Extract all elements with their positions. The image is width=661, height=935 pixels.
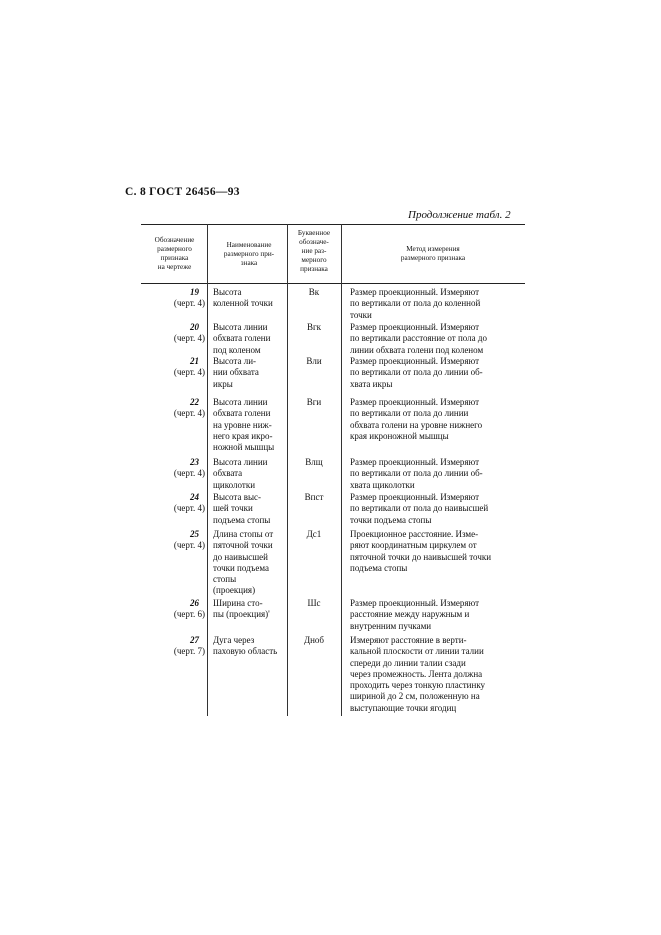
header-text: на чертеже: [157, 263, 192, 271]
drawing-reference: (черт. 7): [173, 646, 205, 657]
name-line: икры: [213, 378, 233, 389]
name-line: стопы: [213, 574, 237, 585]
name-line: нии обхвата: [213, 367, 259, 378]
name-line: на уровне ниж-: [213, 419, 272, 430]
header-text: размерного признака: [400, 254, 466, 262]
letter-code: Вгк: [306, 322, 322, 332]
name-line: обхвата голени: [213, 333, 271, 344]
letter-code: Днoб: [303, 635, 325, 645]
method-cell: [350, 457, 516, 491]
method-line: Размер проекционный. Измеряют: [350, 598, 480, 608]
method-line: по вертикали от пола до линии об-: [350, 468, 483, 479]
designation-cell: [141, 287, 205, 310]
name-line: Высота линии: [213, 457, 268, 467]
designation-cell: [141, 635, 205, 658]
name-line: (проекция): [213, 585, 256, 596]
name-line: Дуга через: [213, 635, 255, 645]
name-cell: [213, 529, 287, 597]
designation-cell: [141, 322, 205, 345]
table-header: [141, 224, 525, 284]
header-code: [287, 229, 341, 274]
code-cell: [287, 397, 341, 408]
table-continuation-label: Продолжение табл. 2: [408, 209, 511, 221]
header-row: [141, 224, 525, 284]
row-number: 19: [190, 287, 199, 297]
method-line: шириной до 2 см, положенную на: [350, 691, 480, 702]
method-line: по вертикали от пола до линии об-: [350, 367, 483, 378]
method-line: Размер проекционный. Измеряют: [350, 492, 480, 502]
header-text: Метод измерения: [406, 245, 460, 253]
name-line: ножной мышцы: [213, 442, 275, 453]
drawing-reference: (черт. 4): [173, 367, 205, 378]
column-divider: [207, 224, 208, 716]
row-number: 27: [190, 635, 199, 645]
letter-code: Вк: [308, 287, 320, 297]
code-cell: [287, 529, 341, 540]
header-text: Буквенное: [297, 229, 331, 237]
code-cell: [287, 322, 341, 333]
method-line: внутренним пучками: [350, 620, 432, 631]
method-line: по вертикали от пола до коленной: [350, 298, 481, 309]
method-cell: [350, 492, 516, 526]
method-cell: [350, 397, 516, 442]
method-cell: [350, 287, 516, 321]
name-line: подъема стопы: [213, 514, 271, 525]
drawing-reference: (черт. 4): [173, 408, 205, 419]
row-number: 25: [190, 529, 199, 539]
row-number: 26: [190, 598, 199, 608]
method-line: выступающие точки ягодиц: [350, 702, 457, 713]
method-line: Размер проекционный. Измеряют: [350, 287, 480, 297]
header-text: Обозначение: [154, 236, 195, 244]
name-line: под коленом: [213, 344, 261, 355]
method-cell: [350, 635, 516, 714]
method-line: Размер проекционный. Измеряют: [350, 356, 480, 366]
code-cell: [287, 356, 341, 367]
header-name: [211, 241, 287, 268]
method-cell: [350, 356, 516, 390]
method-line: по вертикали от пола до наивысшей: [350, 503, 489, 514]
method-line: спереди до линии талии сзади: [350, 657, 466, 668]
method-line: по вертикали от пола до линии: [350, 408, 469, 419]
method-line: Размер проекционный. Измеряют: [350, 322, 480, 332]
method-line: расстояние между наружным и: [350, 609, 470, 620]
name-line: точки подъема: [213, 562, 269, 573]
method-line: края икроножной мышцы: [350, 430, 449, 441]
code-cell: [287, 492, 341, 503]
method-line: хвата икры: [350, 378, 393, 389]
name-line: Высота линии: [213, 322, 268, 332]
letter-code: Влщ: [305, 457, 323, 467]
letter-code: Шс: [307, 598, 321, 608]
name-cell: [213, 397, 287, 453]
designation-cell: [141, 492, 205, 515]
header-method: [341, 245, 525, 263]
method-line: подъема стопы: [350, 562, 408, 573]
name-cell: [213, 287, 287, 310]
letter-code: Впст: [304, 492, 324, 502]
name-line: паховую область: [213, 646, 278, 657]
page-header: С. 8 ГОСТ 26456—93: [125, 186, 240, 198]
name-cell: [213, 356, 287, 390]
letter-code: Вли: [306, 356, 322, 366]
drawing-reference: (черт. 4): [173, 468, 205, 479]
designation-cell: [141, 356, 205, 379]
row-number: 24: [190, 492, 199, 502]
method-line: Размер проекционный. Измеряют: [350, 397, 480, 407]
name-line: обхвата голени: [213, 408, 271, 419]
method-line: через промежность. Лента должна: [350, 668, 483, 679]
name-line: Длина стопы от: [213, 529, 274, 539]
code-cell: [287, 635, 341, 646]
drawing-reference: (черт. 4): [173, 298, 205, 309]
name-line: шей точки: [213, 503, 253, 514]
method-line: точки: [350, 309, 372, 320]
name-line: него края икро-: [213, 430, 273, 441]
header-text: знака: [240, 259, 258, 267]
row-number: 23: [190, 457, 199, 467]
method-line: хвата щиколотки: [350, 479, 415, 490]
name-cell: [213, 322, 287, 356]
header-text: размерного при-: [223, 250, 275, 258]
name-line: пы (проекция)': [213, 609, 270, 620]
header-designation: [141, 236, 208, 272]
name-line: коленной точки: [213, 298, 273, 309]
name-line: щиколотки: [213, 479, 256, 490]
code-cell: [287, 457, 341, 468]
name-line: до наивысшей: [213, 551, 268, 562]
designation-cell: [141, 457, 205, 480]
name-line: обхвата: [213, 468, 243, 479]
header-text: Наименование: [226, 241, 272, 249]
method-line: кальной плоскости от линии талии: [350, 646, 484, 657]
method-line: линии обхвата голени под коленом: [350, 344, 484, 355]
name-line: Высота линии: [213, 397, 268, 407]
header-text: мерного: [301, 256, 327, 264]
designation-cell: [141, 598, 205, 621]
code-cell: [287, 598, 341, 609]
method-line: по вертикали расстояние от пола до: [350, 333, 487, 344]
method-cell: [350, 598, 516, 632]
name-line: Высота выс-: [213, 492, 262, 502]
header-text: признака: [160, 254, 189, 262]
drawing-reference: (черт. 4): [173, 503, 205, 514]
name-line: Высота: [213, 287, 242, 297]
row-number: 20: [190, 322, 199, 332]
header-text: размерного: [157, 245, 192, 253]
method-line: проходить через тонкую пластинку: [350, 680, 486, 691]
method-line: точки подъема стопы: [350, 514, 432, 525]
code-cell: [287, 287, 341, 298]
column-divider: [341, 224, 342, 716]
method-line: пяточной точки до наивысшей точки: [350, 551, 492, 562]
method-line: Измеряют расстояние в верти-: [350, 635, 467, 645]
header-text: признака: [300, 265, 328, 273]
method-line: обхвата голени на уровне нижнего: [350, 419, 483, 430]
row-number: 21: [190, 356, 199, 366]
name-cell: [213, 492, 287, 526]
method-line: Проекционное расстояние. Изме-: [350, 529, 479, 539]
name-line: Высота ли-: [213, 356, 257, 366]
name-cell: [213, 598, 287, 621]
method-line: Размер проекционный. Измеряют: [350, 457, 480, 467]
method-cell: [350, 529, 516, 574]
name-cell: [213, 457, 287, 491]
name-line: Ширина сто-: [213, 598, 263, 608]
designation-cell: [141, 397, 205, 420]
header-text: обозначе-: [299, 238, 329, 246]
method-cell: [350, 322, 516, 356]
drawing-reference: (черт. 4): [173, 540, 205, 551]
name-cell: [213, 635, 287, 658]
letter-code: Дс1: [306, 529, 322, 539]
name-line: пяточной точки: [213, 540, 273, 551]
designation-cell: [141, 529, 205, 552]
header-text: ние раз-: [301, 247, 327, 255]
method-line: ряют координатным циркулем от: [350, 540, 477, 551]
drawing-reference: (черт. 6): [173, 609, 205, 620]
letter-code: Вги: [306, 397, 322, 407]
row-number: 22: [190, 397, 199, 407]
drawing-reference: (черт. 4): [173, 333, 205, 344]
